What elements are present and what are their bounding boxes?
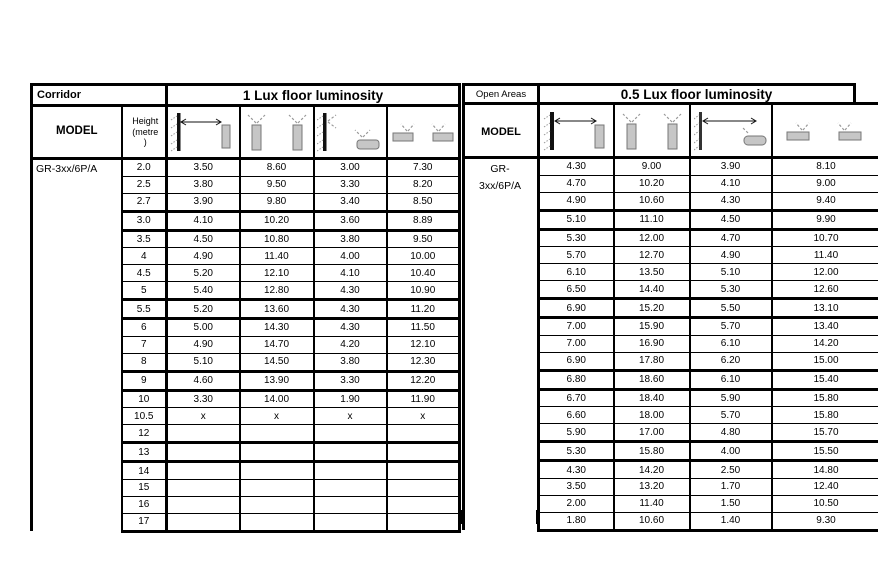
height-cell: 8 xyxy=(122,353,167,371)
height-cell: 10 xyxy=(122,390,167,408)
data-cell: 5.20 xyxy=(167,300,240,319)
data-cell: 14.50 xyxy=(240,353,314,371)
data-cell: 3.80 xyxy=(167,176,240,193)
data-cell: 13.40 xyxy=(772,318,878,336)
open-areas-luminosity-table xyxy=(462,83,878,532)
data-cell: 6.90 xyxy=(539,299,614,318)
data-cell: 4.00 xyxy=(314,248,387,265)
data-cell: 4.30 xyxy=(539,158,614,176)
data-cell: 12.30 xyxy=(387,353,460,371)
data-cell xyxy=(240,443,314,462)
data-cell xyxy=(167,496,240,513)
data-cell: x xyxy=(240,408,314,425)
data-cell xyxy=(167,425,240,443)
data-cell: 3.80 xyxy=(314,353,387,371)
data-cell xyxy=(167,462,240,480)
data-cell: 6.80 xyxy=(539,370,614,389)
data-cell: 18.40 xyxy=(614,389,690,407)
data-cell: 3.00 xyxy=(314,159,387,177)
two-vertical-fixtures-icon xyxy=(614,104,690,158)
data-cell xyxy=(240,513,314,531)
data-cell: 10.80 xyxy=(240,230,314,248)
data-cell: 14.20 xyxy=(614,461,690,479)
data-cell: 5.30 xyxy=(539,229,614,247)
data-cell: 15.00 xyxy=(772,352,878,370)
height-cell: 2.7 xyxy=(122,193,167,211)
data-cell: 4.30 xyxy=(539,461,614,479)
data-cell: 6.20 xyxy=(690,352,772,370)
lux-05-header: 0.5 Lux floor luminosity xyxy=(539,85,855,104)
data-cell: 7.30 xyxy=(387,159,460,177)
data-cell: 15.90 xyxy=(614,318,690,336)
data-cell: 15.50 xyxy=(772,442,878,461)
data-cell: 5.70 xyxy=(690,407,772,424)
data-cell: 13.10 xyxy=(772,299,878,318)
wall-distance-horizontal-fixture-icon xyxy=(690,104,772,158)
data-cell: x xyxy=(167,408,240,425)
data-cell xyxy=(387,480,460,497)
model-column-header: MODEL xyxy=(32,106,122,159)
data-cell: 8.89 xyxy=(387,211,460,230)
data-cell: 11.90 xyxy=(387,390,460,408)
data-cell: 12.10 xyxy=(240,265,314,282)
data-cell: 14.00 xyxy=(240,390,314,408)
data-cell: 1.70 xyxy=(690,479,772,496)
height-cell: 17 xyxy=(122,513,167,531)
data-cell xyxy=(167,480,240,497)
data-cell: 14.20 xyxy=(772,335,878,352)
height-cell: 10.5 xyxy=(122,408,167,425)
data-cell: 14.40 xyxy=(614,281,690,299)
data-cell: 13.90 xyxy=(240,371,314,390)
data-cell xyxy=(387,443,460,462)
data-cell xyxy=(387,425,460,443)
data-cell: 1.90 xyxy=(314,390,387,408)
data-cell: 5.00 xyxy=(167,319,240,337)
data-cell: 15.80 xyxy=(772,389,878,407)
data-cell: 3.30 xyxy=(314,176,387,193)
wall-rays-horizontal-fixture-icon xyxy=(314,106,387,159)
two-horizontal-fixtures-icon xyxy=(772,104,878,158)
data-cell xyxy=(387,462,460,480)
data-cell: 4.10 xyxy=(314,265,387,282)
two-horizontal-fixtures-icon xyxy=(387,106,460,159)
data-cell: x xyxy=(314,408,387,425)
height-cell: 3.5 xyxy=(122,230,167,248)
data-cell: 11.50 xyxy=(387,319,460,337)
data-cell: 10.70 xyxy=(772,229,878,247)
data-cell: 11.10 xyxy=(614,210,690,229)
data-cell: 9.90 xyxy=(772,210,878,229)
data-cell: 5.10 xyxy=(539,210,614,229)
data-cell xyxy=(387,513,460,531)
data-cell: 18.60 xyxy=(614,370,690,389)
data-cell: 9.00 xyxy=(614,158,690,176)
data-cell xyxy=(240,425,314,443)
data-cell: 12.00 xyxy=(772,264,878,281)
height-cell: 14 xyxy=(122,462,167,480)
data-cell: 4.10 xyxy=(690,175,772,192)
data-cell: 12.40 xyxy=(772,479,878,496)
data-cell: 12.80 xyxy=(240,282,314,300)
data-cell: 12.00 xyxy=(614,229,690,247)
data-cell: 10.40 xyxy=(387,265,460,282)
data-cell: 3.50 xyxy=(167,159,240,177)
data-cell: 18.00 xyxy=(614,407,690,424)
table-row xyxy=(32,159,460,177)
data-cell: 9.50 xyxy=(387,230,460,248)
data-cell xyxy=(167,443,240,462)
data-cell: 5.70 xyxy=(690,318,772,336)
height-cell: 5 xyxy=(122,282,167,300)
data-cell: 9.30 xyxy=(772,512,878,530)
data-cell xyxy=(167,513,240,531)
data-cell: 4.80 xyxy=(690,424,772,442)
data-cell: 10.90 xyxy=(387,282,460,300)
data-cell: 13.50 xyxy=(614,264,690,281)
data-cell: 9.00 xyxy=(772,175,878,192)
height-cell: 4 xyxy=(122,248,167,265)
data-cell: 7.00 xyxy=(539,335,614,352)
data-cell: 14.70 xyxy=(240,336,314,353)
table-row xyxy=(464,158,878,176)
data-cell: 5.50 xyxy=(690,299,772,318)
data-cell: 4.30 xyxy=(690,192,772,210)
data-cell xyxy=(240,462,314,480)
height-cell: 7 xyxy=(122,336,167,353)
data-cell: 12.70 xyxy=(614,247,690,264)
height-cell: 12 xyxy=(122,425,167,443)
data-cell: 2.50 xyxy=(690,461,772,479)
data-cell: 15.70 xyxy=(772,424,878,442)
corridor-header: Corridor xyxy=(32,85,167,106)
data-cell: 11.40 xyxy=(240,248,314,265)
data-cell: 5.30 xyxy=(690,281,772,299)
data-cell: 3.80 xyxy=(314,230,387,248)
data-cell: 3.60 xyxy=(314,211,387,230)
open-areas-header: Open Areas xyxy=(464,85,539,104)
data-cell: x xyxy=(387,408,460,425)
data-cell: 6.90 xyxy=(539,352,614,370)
data-cell: 11.40 xyxy=(614,495,690,512)
lux-1-header: 1 Lux floor luminosity xyxy=(167,85,460,106)
data-cell: 10.60 xyxy=(614,192,690,210)
data-cell: 10.20 xyxy=(240,211,314,230)
data-cell: 3.90 xyxy=(167,193,240,211)
data-cell: 4.90 xyxy=(690,247,772,264)
data-cell: 10.00 xyxy=(387,248,460,265)
data-cell: 3.40 xyxy=(314,193,387,211)
data-cell: 5.30 xyxy=(539,442,614,461)
data-cell: 4.70 xyxy=(690,229,772,247)
height-cell: 3.0 xyxy=(122,211,167,230)
data-cell: 8.20 xyxy=(387,176,460,193)
data-cell: 5.40 xyxy=(167,282,240,300)
data-cell xyxy=(314,443,387,462)
data-cell xyxy=(314,496,387,513)
data-cell: 8.50 xyxy=(387,193,460,211)
data-cell: 9.50 xyxy=(240,176,314,193)
data-cell: 3.90 xyxy=(690,158,772,176)
data-cell xyxy=(240,480,314,497)
data-cell: 4.90 xyxy=(167,248,240,265)
data-cell: 17.80 xyxy=(614,352,690,370)
data-cell: 9.40 xyxy=(772,192,878,210)
height-cell: 5.5 xyxy=(122,300,167,319)
border-stub xyxy=(536,510,538,524)
data-cell: 4.90 xyxy=(167,336,240,353)
data-cell xyxy=(314,462,387,480)
data-cell: 4.30 xyxy=(314,300,387,319)
data-cell: 12.60 xyxy=(772,281,878,299)
data-cell: 4.60 xyxy=(167,371,240,390)
wall-distance-vertical-fixture-icon xyxy=(539,104,614,158)
data-cell: 16.90 xyxy=(614,335,690,352)
two-vertical-fixtures-icon xyxy=(240,106,314,159)
wall-distance-vertical-fixture-icon xyxy=(167,106,240,159)
data-cell: 5.90 xyxy=(539,424,614,442)
corridor-luminosity-table xyxy=(30,83,461,533)
data-cell: 4.00 xyxy=(690,442,772,461)
data-cell: 4.10 xyxy=(167,211,240,230)
data-cell: 6.10 xyxy=(690,335,772,352)
data-cell: 4.90 xyxy=(539,192,614,210)
data-cell: 14.30 xyxy=(240,319,314,337)
data-cell: 4.50 xyxy=(167,230,240,248)
data-cell: 3.50 xyxy=(539,479,614,496)
data-cell: 10.50 xyxy=(772,495,878,512)
data-cell: 12.20 xyxy=(387,371,460,390)
data-cell: 17.00 xyxy=(614,424,690,442)
data-cell: 3.30 xyxy=(314,371,387,390)
data-cell: 9.80 xyxy=(240,193,314,211)
height-column-header: Height (metre ) xyxy=(122,106,167,159)
data-cell: 1.40 xyxy=(690,512,772,530)
data-cell: 10.60 xyxy=(614,512,690,530)
data-cell: 14.80 xyxy=(772,461,878,479)
data-cell: 4.30 xyxy=(314,319,387,337)
data-cell xyxy=(314,513,387,531)
data-cell xyxy=(240,496,314,513)
model-cell: GR- 3xx/6P/A xyxy=(464,158,539,531)
data-cell: 4.30 xyxy=(314,282,387,300)
data-cell: 1.50 xyxy=(690,495,772,512)
model-column-header: MODEL xyxy=(464,104,539,158)
data-cell xyxy=(314,480,387,497)
data-cell: 15.80 xyxy=(614,442,690,461)
data-cell: 6.10 xyxy=(539,264,614,281)
data-cell: 7.00 xyxy=(539,318,614,336)
data-cell: 4.70 xyxy=(539,175,614,192)
data-cell: 1.80 xyxy=(539,512,614,530)
height-cell: 2.0 xyxy=(122,159,167,177)
data-cell: 12.10 xyxy=(387,336,460,353)
data-cell: 6.50 xyxy=(539,281,614,299)
data-cell: 6.10 xyxy=(690,370,772,389)
data-cell: 5.90 xyxy=(690,389,772,407)
data-cell xyxy=(314,425,387,443)
data-cell: 8.60 xyxy=(240,159,314,177)
data-cell: 10.20 xyxy=(614,175,690,192)
data-cell: 6.70 xyxy=(539,389,614,407)
data-cell: 15.40 xyxy=(772,370,878,389)
data-cell: 8.10 xyxy=(772,158,878,176)
data-cell: 3.30 xyxy=(167,390,240,408)
data-cell: 11.40 xyxy=(772,247,878,264)
height-cell: 16 xyxy=(122,496,167,513)
data-cell: 5.20 xyxy=(167,265,240,282)
height-cell: 4.5 xyxy=(122,265,167,282)
data-cell: 11.20 xyxy=(387,300,460,319)
data-cell: 13.60 xyxy=(240,300,314,319)
data-cell: 5.10 xyxy=(167,353,240,371)
data-cell: 13.20 xyxy=(614,479,690,496)
data-cell: 5.70 xyxy=(539,247,614,264)
data-cell: 5.10 xyxy=(690,264,772,281)
border-stub xyxy=(461,510,463,524)
data-cell xyxy=(387,496,460,513)
data-cell: 4.20 xyxy=(314,336,387,353)
data-cell: 15.20 xyxy=(614,299,690,318)
height-cell: 2.5 xyxy=(122,176,167,193)
height-cell: 13 xyxy=(122,443,167,462)
data-cell: 6.60 xyxy=(539,407,614,424)
model-cell: GR-3xx/6P/A xyxy=(32,159,122,532)
header-gap-cell xyxy=(855,85,878,104)
data-cell: 4.50 xyxy=(690,210,772,229)
height-cell: 9 xyxy=(122,371,167,390)
height-cell: 15 xyxy=(122,480,167,497)
data-cell: 2.00 xyxy=(539,495,614,512)
data-cell: 15.80 xyxy=(772,407,878,424)
height-cell: 6 xyxy=(122,319,167,337)
